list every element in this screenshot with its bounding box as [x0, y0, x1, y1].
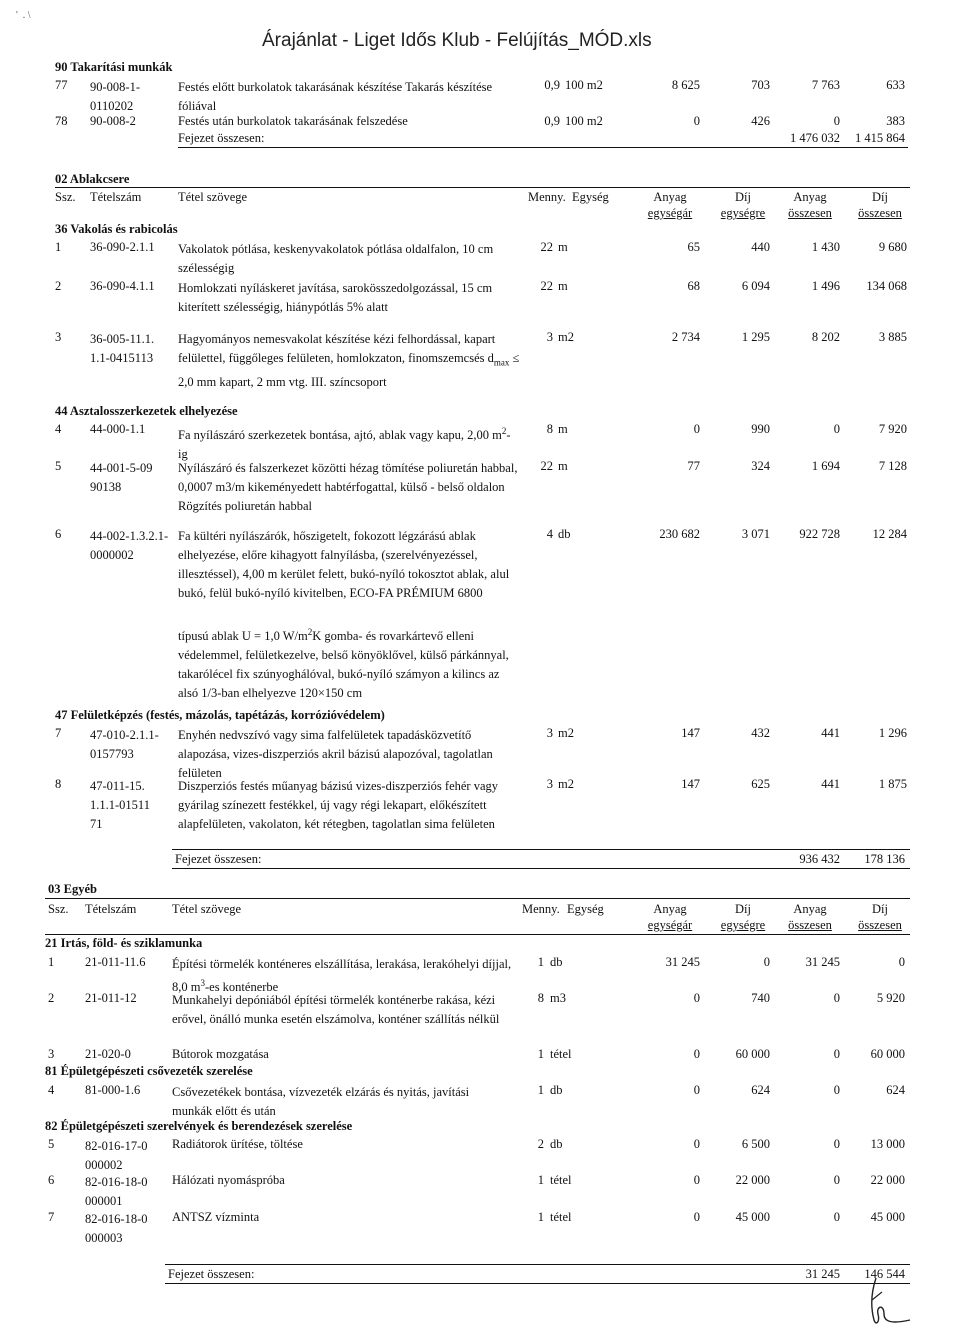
row-d2: 633 — [886, 78, 905, 92]
row-ssz: 6 — [48, 1173, 55, 1187]
chapter-total-anyag: 936 432 — [799, 852, 840, 866]
row-d1: 0 — [763, 955, 770, 969]
row-egyseg: m — [558, 459, 568, 473]
chapter-total-anyag: 1 476 032 — [790, 131, 840, 145]
row-code: 36-005-11.1.1.1-0415113 — [90, 332, 155, 365]
row-desc: Bútorok mozgatása — [172, 1047, 269, 1061]
row-code: 44-002-1.3.2.1-0000002 — [90, 529, 169, 562]
row-code: 21-011-12 — [85, 991, 137, 1005]
row-a1: 0 — [693, 991, 700, 1005]
row-egyseg: m3 — [550, 991, 566, 1005]
chapter-title: 03 Egyéb — [48, 882, 97, 896]
row-menny: 22 — [540, 459, 553, 473]
row-d2: 0 — [898, 955, 905, 969]
row-menny: 0,9 — [544, 78, 560, 92]
row-code: 82-016-17-0000002 — [85, 1139, 148, 1172]
row-d1: 624 — [751, 1083, 770, 1097]
row-menny: 8 — [546, 422, 553, 436]
row-desc: Hálózati nyomáspróba — [172, 1173, 285, 1187]
col-egyseg: Egység — [567, 902, 604, 916]
row-egyseg: tétel — [550, 1173, 572, 1187]
row-desc-cont: típusú ablak U = 1,0 $W/m^2K$ gomba- és rovarkártevő elleni védelemmel, felületkezelve, belső könyöklővel, külső párkánnyal, takarólécel fix szúnyoghálóval, bukó-nyíló számyon a kilincs az alsó 1/3-ban elhelyezve 120×150 cm — [178, 627, 509, 701]
row-a2: 441 — [821, 777, 840, 791]
header-rule — [45, 934, 910, 935]
row-d2: 3 885 — [878, 330, 907, 344]
row-egyseg: m2 — [558, 777, 574, 791]
chapter-total-dij: 146 544 — [864, 1267, 905, 1281]
row-ssz: 1 — [48, 955, 55, 969]
row-d1: 432 — [751, 726, 770, 740]
col-dij1: Díj — [735, 902, 751, 916]
col-ssz: Ssz. — [55, 190, 76, 204]
row-d2: 7 920 — [878, 422, 907, 436]
corner-marks: ' . \ — [16, 10, 31, 21]
row-ssz: 1 — [55, 240, 62, 254]
row-a2: 0 — [833, 422, 840, 436]
row-d1: 22 000 — [735, 1173, 770, 1187]
row-code: 82-016-18-0000001 — [85, 1175, 148, 1208]
row-ssz: 4 — [55, 422, 62, 436]
row-a1: 68 — [687, 279, 700, 293]
row-d1: 60 000 — [735, 1047, 770, 1061]
row-desc: Homlokzati nyíláskeret javítása, sarokösszedolgozással, 15 cm kiterített szélességig, hiánypótlás 5% alatt — [178, 281, 493, 314]
row-ssz: 2 — [55, 279, 62, 293]
row-a1: 0 — [693, 1137, 700, 1151]
row-d2: 12 284 — [872, 527, 907, 541]
row-a2: 0 — [833, 1210, 840, 1224]
row-code: 36-090-2.1.1 — [90, 240, 155, 254]
row-menny: 3 — [546, 777, 553, 791]
group-title: 47 Felületképzés (festés, mázolás, tapétázás, korrózióvédelem) — [55, 708, 385, 722]
group-title: 81 Épületgépészeti csővezeték szerelése — [45, 1064, 253, 1078]
row-a2: 0 — [833, 1137, 840, 1151]
col-dij1b: egységre — [720, 206, 766, 220]
row-code: 36-090-4.1.1 — [90, 279, 155, 293]
row-a2: 8 202 — [811, 330, 840, 344]
row-d2: 45 000 — [870, 1210, 905, 1224]
row-d2: 13 000 — [870, 1137, 905, 1151]
row-a1: 230 682 — [659, 527, 700, 541]
col-tetel-szovege: Tétel szövege — [178, 190, 248, 204]
row-code: 21-020-0 — [85, 1047, 131, 1061]
row-d1: 6 500 — [741, 1137, 770, 1151]
row-egyseg: m2 — [558, 726, 574, 740]
col-menny: Menny. — [522, 902, 560, 916]
row-ssz: 78 — [55, 114, 68, 128]
row-d2: 22 000 — [870, 1173, 905, 1187]
row-menny: 1 — [537, 1083, 544, 1097]
row-desc: Festés után burkolatok takarásának felszedése — [178, 114, 408, 128]
chapter-rule — [45, 898, 910, 899]
row-desc: Enyhén nedvszívó vagy sima falfelületek tapadásközvetítő alapozása, vizes-diszperziós akril bázisú alapozóval, tagolatlan felületen — [178, 728, 493, 780]
row-a2: 7 763 — [811, 78, 840, 92]
col-tetelszam: Tételszám — [90, 190, 142, 204]
row-code: 47-011-15.1.1.1-0151171 — [90, 779, 150, 831]
group-title: 82 Épületgépészeti szerelvények és berendezések szerelése — [45, 1119, 353, 1133]
row-a1: 65 — [687, 240, 700, 254]
row-menny: 22 — [540, 279, 553, 293]
row-a2: 0 — [833, 1173, 840, 1187]
row-a1: 147 — [681, 726, 700, 740]
total-underline — [172, 868, 910, 869]
row-menny: 8 — [537, 991, 544, 1005]
chapter-total-dij: 178 136 — [864, 852, 905, 866]
chapter-total-label: Fejezet összesen: — [168, 1267, 255, 1281]
col-dij2b: összesen — [858, 206, 902, 220]
row-egyseg: 100 m2 — [565, 78, 603, 92]
row-a2: 1 496 — [811, 279, 840, 293]
row-code: 82-016-18-0000003 — [85, 1212, 148, 1245]
row-a2: 0 — [833, 1047, 840, 1061]
col-anyag1b: egységár — [647, 206, 693, 220]
row-d2: 5 920 — [876, 991, 905, 1005]
col-dij1: Díj — [735, 190, 751, 204]
row-d1: 45 000 — [735, 1210, 770, 1224]
row-a1: 0 — [693, 1173, 700, 1187]
row-ssz: 3 — [48, 1047, 55, 1061]
row-menny: 2 — [537, 1137, 544, 1151]
row-code: 47-010-2.1.1-0157793 — [90, 728, 159, 761]
row-menny: 0,9 — [544, 114, 560, 128]
chapter-total-anyag: 31 245 — [805, 1267, 840, 1281]
row-code: 90-008-2 — [90, 114, 136, 128]
row-a2: 0 — [833, 991, 840, 1005]
row-d2: 7 128 — [878, 459, 907, 473]
row-desc: Diszperziós festés műanyag bázisú vizes-diszperziós fehér vagy gyárilag színezett festékkel, új vagy régi lekapart, előkészített alapfelületen, vakolaton, két rétegben, tagolatlan sima felületen — [178, 779, 499, 831]
total-overline — [172, 849, 910, 850]
row-egyseg: 100 m2 — [565, 114, 603, 128]
row-d2: 383 — [886, 114, 905, 128]
row-ssz: 5 — [48, 1137, 55, 1151]
row-d2: 134 068 — [866, 279, 907, 293]
row-egyseg: db — [550, 955, 563, 969]
row-menny: 1 — [537, 1047, 544, 1061]
row-a1: 0 — [693, 422, 700, 436]
col-dij1b: egységre — [720, 918, 766, 932]
col-egyseg: Egység — [572, 190, 609, 204]
col-dij2b: összesen — [858, 918, 902, 932]
row-a2: 1 694 — [811, 459, 840, 473]
row-desc: Fa nyílászáró szerkezetek bontása, ajtó, ablak vagy kapu, 2,00 $m^2-ig$ — [178, 426, 511, 462]
row-egyseg: m — [558, 279, 568, 293]
row-code: 90-008-1- 0110202 — [90, 80, 140, 113]
row-desc: Fa kültéri nyílászárók, hőszigetelt, fokozott légzárású ablak elhelyezése, előre kihagyott falnyílásba, (szerelvényezéssel, illesztéssel), 4,00 m kerület felett, bukó-nyíló tokosztot ablak, alul bukó, felül bukó-nyíló kivitelben, ECO-FA PRÉMIUM 6800 — [178, 529, 510, 600]
row-ssz: 7 — [48, 1210, 55, 1224]
row-egyseg: tétel — [550, 1210, 572, 1224]
row-egyseg: tétel — [550, 1047, 572, 1061]
row-menny: 1 — [537, 1173, 544, 1187]
row-desc: Nyílászáró és falszerkezet közötti hézag tömítése poliuretán habbal, 0,0007 m3/m kikeményedett habtérfogattal, külső - belső oldalon Rögzítés poliuretán habbal — [178, 461, 518, 513]
row-a1: 0 — [693, 1210, 700, 1224]
row-code: 81-000-1.6 — [85, 1083, 141, 1097]
chapter-rule — [55, 187, 910, 188]
row-d2: 1 296 — [878, 726, 907, 740]
chapter-total-label: Fejezet összesen: — [178, 131, 265, 145]
col-dij2: Díj — [872, 190, 888, 204]
row-desc: Festés előtt burkolatok takarásának készítése Takarás készítése fóliával — [178, 80, 493, 113]
row-egyseg: m2 — [558, 330, 574, 344]
row-menny: 22 — [540, 240, 553, 254]
row-d1: 6 094 — [741, 279, 770, 293]
row-a1: 2 734 — [671, 330, 700, 344]
row-d2: 624 — [886, 1083, 905, 1097]
col-menny: Menny. — [528, 190, 566, 204]
row-egyseg: db — [550, 1083, 563, 1097]
col-anyag1: Anyag — [653, 902, 687, 916]
group-title: 21 Irtás, föld- és sziklamunka — [45, 936, 203, 950]
row-d1: 1 295 — [741, 330, 770, 344]
row-menny: 3 — [546, 330, 553, 344]
row-code: 44-000-1.1 — [90, 422, 146, 436]
row-a1: 0 — [693, 1083, 700, 1097]
row-d2: 9 680 — [878, 240, 907, 254]
row-ssz: 7 — [55, 726, 62, 740]
row-d2: 1 875 — [878, 777, 907, 791]
row-a2: 31 245 — [805, 955, 840, 969]
row-ssz: 5 — [55, 459, 62, 473]
row-ssz: 3 — [55, 330, 62, 344]
row-a1: 77 — [687, 459, 700, 473]
row-menny: 1 — [537, 955, 544, 969]
row-egyseg: m — [558, 422, 568, 436]
row-a1: 0 — [693, 1047, 700, 1061]
row-menny: 4 — [546, 527, 553, 541]
row-d1: 426 — [751, 114, 770, 128]
total-underline — [178, 147, 908, 148]
row-code: 21-011-11.6 — [85, 955, 146, 969]
row-d2: 60 000 — [870, 1047, 905, 1061]
row-desc: Vakolatok pótlása, keskenyvakolatok pótlása oldalfalon, 10 cm szélességig — [178, 242, 494, 275]
col-anyag2: Anyag — [793, 190, 827, 204]
row-d1: 440 — [751, 240, 770, 254]
col-anyag2b: összesen — [788, 918, 832, 932]
col-anyag1b: egységár — [647, 918, 693, 932]
row-d1: 625 — [751, 777, 770, 791]
row-desc: Munkahelyi depóniából építési törmelék konténerbe rakása, kézi erővel, önálló munka esetén elszámolva, konténer szállítás nélkül — [172, 993, 500, 1026]
row-desc: Hagyományos nemesvakolat készítése kézi felhordással, kapart felülettel, függőleges felületen, homlokzaton, finomszemcsés $d_{max} \le 2,0$ mm kapart, 2 mm vtg. III. színcsoport — [178, 332, 520, 389]
total-overline — [165, 1264, 910, 1265]
row-a1: 147 — [681, 777, 700, 791]
row-desc: Radiátorok ürítése, töltése — [172, 1137, 303, 1151]
row-desc: Csővezetékek bontása, vízvezeték elzárás és nyitás, javítási munkák előtt és után — [172, 1085, 470, 1118]
col-anyag1: Anyag — [653, 190, 687, 204]
row-d1: 740 — [751, 991, 770, 1005]
row-egyseg: db — [550, 1137, 563, 1151]
signature-icon — [862, 1270, 922, 1330]
row-ssz: 8 — [55, 777, 62, 791]
col-ssz: Ssz. — [48, 902, 69, 916]
row-desc: ANTSZ vízminta — [172, 1210, 260, 1224]
total-underline — [165, 1283, 910, 1284]
col-dij2: Díj — [872, 902, 888, 916]
section-title: 90 Takarítási munkák — [55, 60, 173, 74]
row-menny: 1 — [537, 1210, 544, 1224]
row-a2: 0 — [833, 1083, 840, 1097]
group-title: 36 Vakolás és rabicolás — [55, 222, 178, 236]
col-tetelszam: Tételszám — [85, 902, 137, 916]
row-ssz: 4 — [48, 1083, 55, 1097]
col-tetel-szovege: Tétel szövege — [172, 902, 242, 916]
row-ssz: 2 — [48, 991, 55, 1005]
row-egyseg: db — [558, 527, 571, 541]
row-a2: 922 728 — [799, 527, 840, 541]
row-d1: 703 — [751, 78, 770, 92]
row-a2: 441 — [821, 726, 840, 740]
row-ssz: 77 — [55, 78, 68, 92]
page-title: Árajánlat - Liget Idős Klub - Felújítás_MÓD.xls — [262, 30, 652, 51]
row-ssz: 6 — [55, 527, 62, 541]
row-a2: 0 — [833, 114, 840, 128]
row-d1: 3 071 — [741, 527, 770, 541]
row-d1: 990 — [751, 422, 770, 436]
row-egyseg: m — [558, 240, 568, 254]
row-a2: 1 430 — [811, 240, 840, 254]
col-anyag2: Anyag — [793, 902, 827, 916]
col-anyag2b: összesen — [788, 206, 832, 220]
group-title: 44 Asztalosszerkezetek elhelyezése — [55, 404, 238, 418]
row-a1: 8 625 — [671, 78, 700, 92]
row-desc: Építési törmelék konténeres elszállítása, lerakása, lerakóhelyi díjjal, 8,0 $m^3-es$ konténerbe — [172, 957, 512, 995]
chapter-title: 02 Ablakcsere — [55, 172, 130, 186]
row-menny: 3 — [546, 726, 553, 740]
chapter-total-label: Fejezet összesen: — [175, 852, 262, 866]
row-a1: 0 — [693, 114, 700, 128]
row-a1: 31 245 — [665, 955, 700, 969]
row-code: 44-001-5-0990138 — [90, 461, 153, 494]
row-d1: 324 — [751, 459, 770, 473]
chapter-total-dij: 1 415 864 — [855, 131, 905, 145]
